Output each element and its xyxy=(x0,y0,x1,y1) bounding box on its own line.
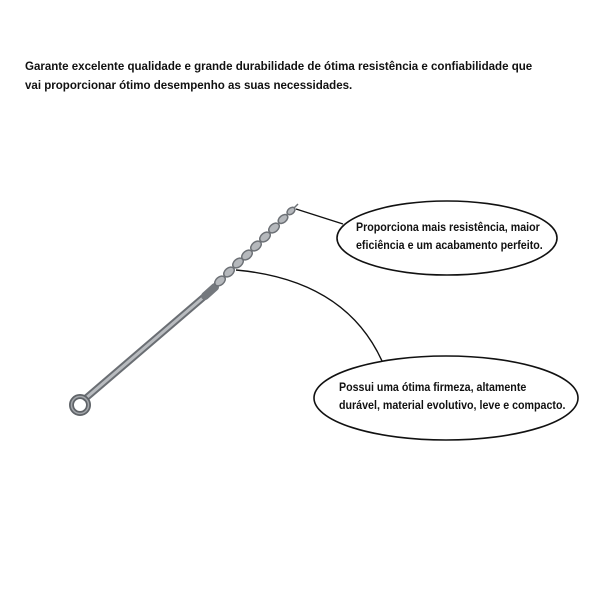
callout-2-connector xyxy=(236,270,382,361)
callout-1-line-1: Proporciona mais resistência, maior xyxy=(356,221,540,234)
callout-2-line-1: Possui uma ótima firmeza, altamente xyxy=(339,381,527,394)
intro-line-2: vai proporcionar ótimo desempenho as suas necessidades. xyxy=(25,78,353,92)
callout-1-text xyxy=(356,219,543,255)
callout-2-line-2: durável, material evolutivo, leve e compacto. xyxy=(339,399,566,412)
callout-1-line-2: eficiência e um acabamento perfeito. xyxy=(356,239,543,252)
callout-1-connector xyxy=(296,209,343,224)
intro-line-1: Garante excelente qualidade e grande durabilidade de ótima resistência e confiabilidade que xyxy=(25,59,533,73)
callout-2-text xyxy=(339,379,565,415)
drill-bit-icon xyxy=(72,204,299,414)
